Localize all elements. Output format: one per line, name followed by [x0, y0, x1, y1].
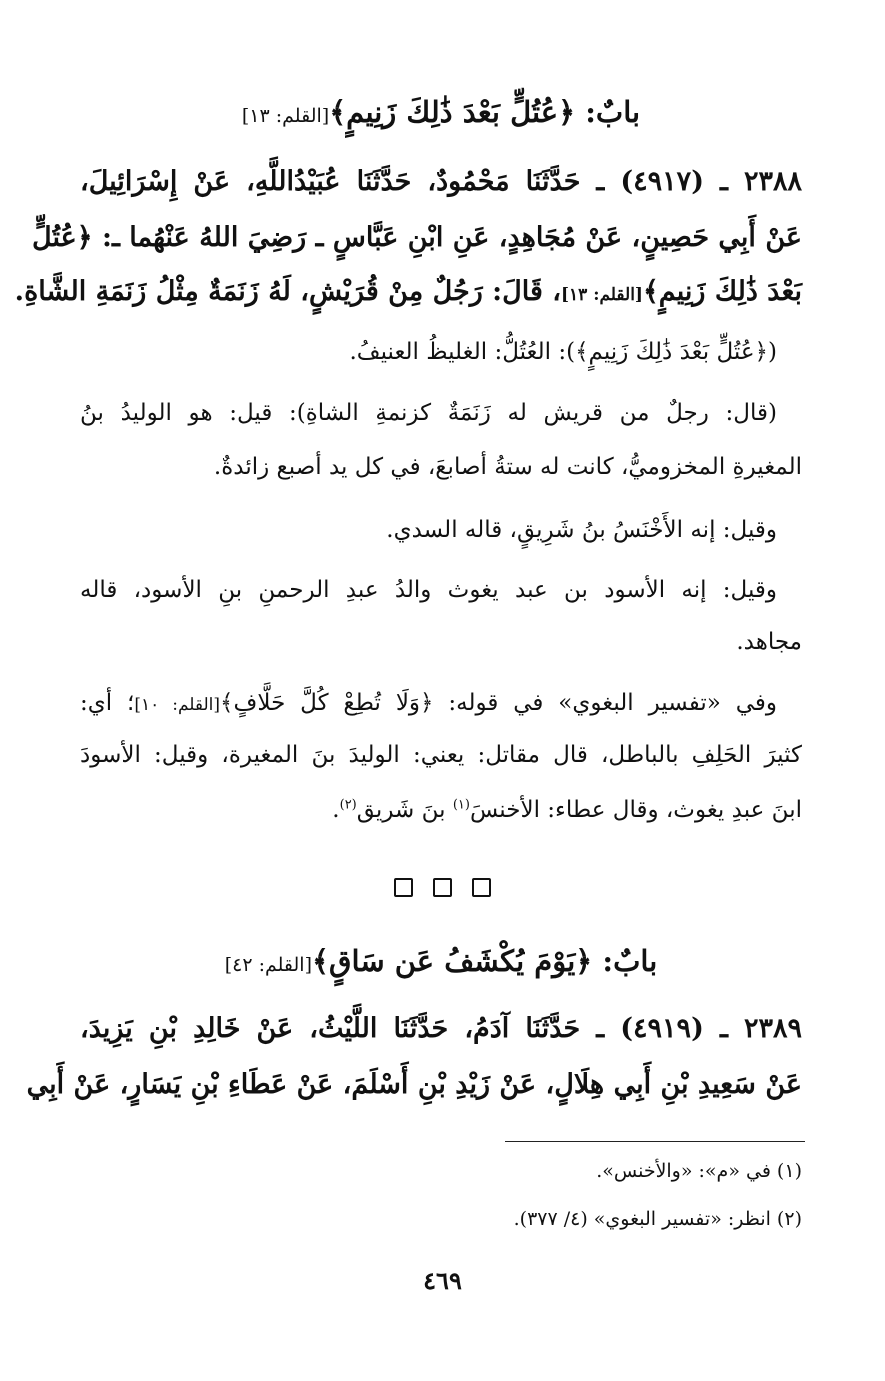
commentary-line	[80, 690, 777, 716]
heading-verse: ﴿عُتُلٍّ بَعْدَ ذَٰلِكَ زَنِيمٍ﴾	[329, 95, 576, 129]
section-separator	[0, 877, 885, 897]
square-ornament-icon	[394, 878, 413, 897]
commentary-line: وقيل: إنه الأسود بن عبد يغوث والدُ عبدِ الرحمنِ بنِ الأسود، قاله	[80, 577, 777, 603]
footnote-ref-2[interactable]: (٢)	[339, 797, 357, 813]
footnote-ref-1[interactable]: (١)	[452, 797, 470, 813]
commentary-text: .	[332, 797, 340, 823]
commentary-paragraph: وقيل: إنه الأَخْنَسُ بنُ شَرِيقٍ، قاله السدي.	[386, 517, 777, 543]
heading-source: [القلم: ٤٢]	[224, 954, 312, 976]
section-heading-1	[80, 95, 802, 129]
commentary-line: (قال: رجلٌ من قريش له زَنَمَةٌ كزنمةِ الشاةِ): قيل: هو الوليدُ بنُ	[80, 400, 777, 426]
section-heading-2	[80, 944, 802, 978]
heading-verse: ﴿يَوْمَ يُكْشَفُ عَن سَاقٍ﴾	[312, 944, 593, 978]
commentary-text: ؛ أي:	[80, 690, 135, 716]
heading-source: [القلم: ١٣]	[241, 105, 330, 127]
commentary-paragraph: (﴿عُتُلٍّ بَعْدَ ذَٰلِكَ زَنِيمٍ﴾): العُتُلُّ: الغليظُ العنيفُ.	[349, 339, 777, 365]
footnote-1: (١) في «م»: «والأخنس».	[596, 1160, 802, 1182]
hadith-line	[14, 276, 802, 307]
commentary-text: وفي «تفسير البغوي» في قوله: ﴿وَلَا تُطِعْ كُلَّ حَلَّافٍ﴾	[220, 690, 777, 716]
hadith-text: ، قَالَ: رَجُلٌ مِنْ قُرَيْشٍ، لَهُ زَنَمَةٌ مِثْلُ زَنَمَةِ الشَّاةِ.	[14, 276, 561, 307]
page-number: ٤٦٩	[423, 1266, 462, 1295]
square-ornament-icon	[472, 878, 491, 897]
hadith-line: عَنْ أَبِي حَصِينٍ، عَنْ مُجَاهِدٍ، عَنِ ابْنِ عَبَّاسٍ ـ رَضِيَ اللهُ عَنْهُما ـ: ﴿عُتُلٍّ	[32, 222, 802, 253]
heading-label: بابٌ:	[602, 944, 658, 978]
verse-source: [القلم: ١٠]	[134, 695, 221, 715]
hadith-line: عَنْ سَعِيدِ بْنِ أَبِي هِلَالٍ، عَنْ زَيْدِ بْنِ أَسْلَمَ، عَنْ عَطَاءِ بْنِ يَسَارٍ، عَنْ أَبِي	[26, 1069, 802, 1100]
commentary-line: كثيرَ الحَلِفِ بالباطل، قال مقاتل: يعني: الوليدَ بنَ المغيرة، وقيل: الأسودَ	[80, 742, 802, 768]
commentary-line	[80, 797, 802, 823]
commentary-line: المغيرةِ المخزوميُّ، كانت له ستةُ أصابعَ، في كل يد أصبع زائدةٌ.	[213, 454, 802, 480]
commentary-text: ابنَ عبدِ يغوث، وقال عطاء: الأخنسَ	[469, 797, 802, 823]
footnote-divider	[505, 1141, 805, 1142]
commentary-text: بنَ شَريق	[356, 797, 453, 823]
hadith-line: ٢٣٨٩ ـ (٤٩١٩) ـ حَدَّثَنَا آدَمُ، حَدَّثَنَا اللَّيْثُ، عَنْ خَالِدِ بْنِ يَزِيدَ،	[80, 1013, 802, 1044]
footnote-2: (٢) انظر: «تفسير البغوي» (٤/ ٣٧٧).	[513, 1208, 802, 1230]
heading-label: بابٌ:	[585, 95, 641, 129]
verse-source: [القلم: ١٣]	[560, 285, 643, 305]
verse-quote: بَعْدَ ذَٰلِكَ زَنِيمٍ﴾	[642, 276, 802, 307]
hadith-line: ٢٣٨٨ ـ (٤٩١٧) ـ حَدَّثَنَا مَحْمُودٌ، حَدَّثَنَا عُبَيْدُاللَّهِ، عَنْ إِسْرَائِيلَ،	[80, 166, 802, 197]
square-ornament-icon	[433, 878, 452, 897]
commentary-line: مجاهد.	[736, 629, 802, 655]
